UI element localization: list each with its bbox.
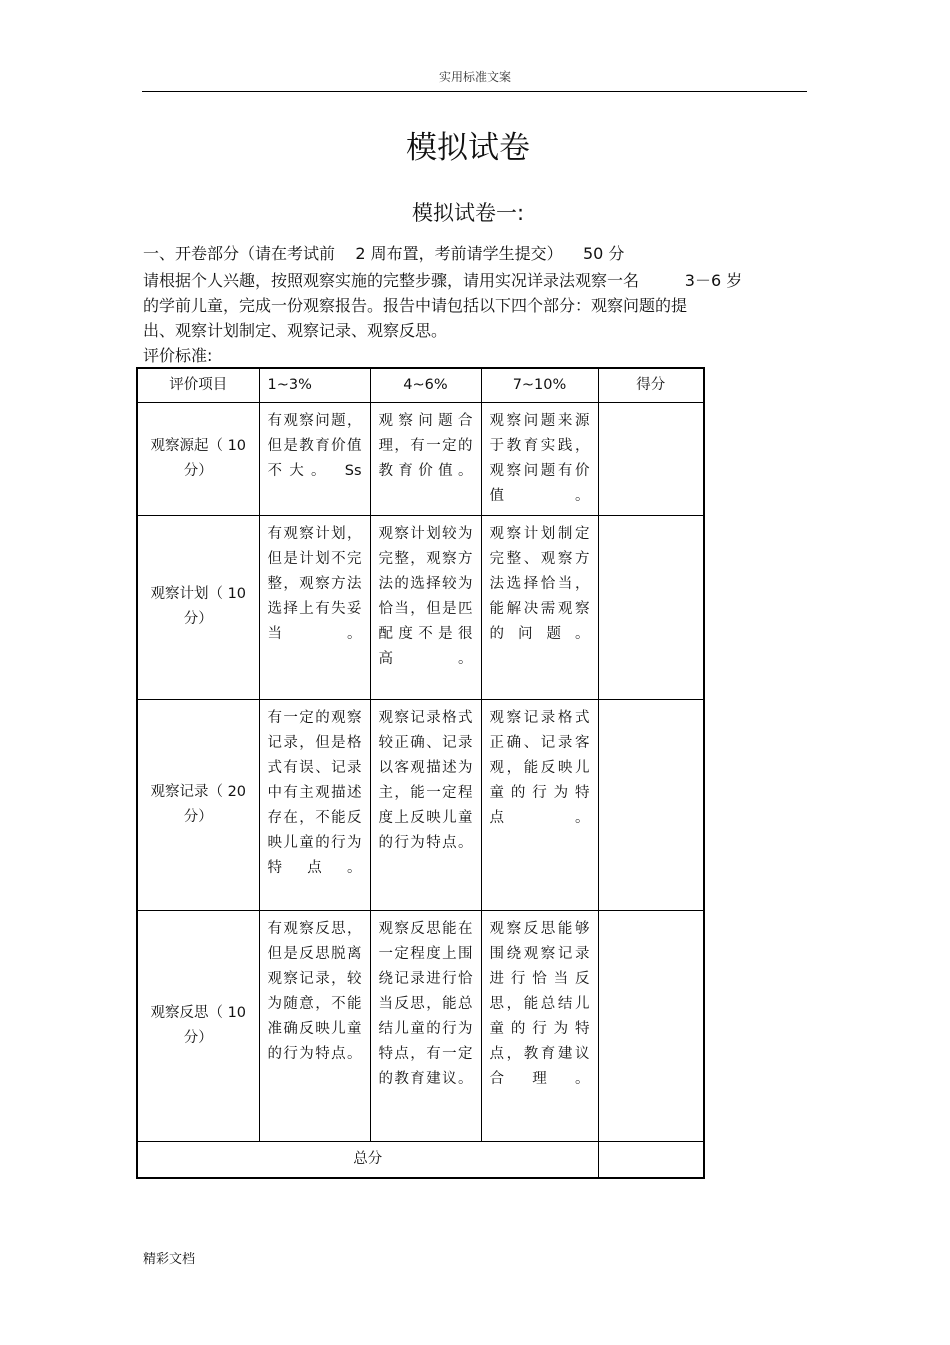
table-row <box>137 910 704 1141</box>
table-row <box>137 402 704 515</box>
total-label: 总分 <box>137 1141 598 1178</box>
score-cell[interactable] <box>598 910 704 1141</box>
criterion-name: 观察记录（ 20 分） <box>137 699 259 910</box>
criterion-level-mid: 观察反思能在一定程度上围绕记录进行恰当反思，能总结儿童的行为特点，有一定的教育建议。 <box>370 910 481 1141</box>
paragraph-line: 的学前儿童，完成一份观察报告。报告中请包括以下四个部分：观察问题的提 <box>143 296 688 315</box>
table-row <box>137 515 704 699</box>
criterion-level-low: 有观察问题，但是教育价值不大。 Ss <box>259 402 370 515</box>
paragraph-line: 出、观察计划制定、观察记录、观察反思。 <box>143 321 448 340</box>
table-total-row <box>137 1141 704 1178</box>
criterion-level-low: 有一定的观察记录，但是格式有误、记录中有主观描述存在，不能反映儿童的行为特点。 <box>259 699 370 910</box>
criterion-name: 观察反思（ 10 分） <box>137 910 259 1141</box>
grading-table <box>136 367 705 1179</box>
score-cell[interactable] <box>598 699 704 910</box>
criterion-level-mid: 观察计划较为完整，观察方法的选择较为恰当，但是匹配度不是很高。 <box>370 515 481 699</box>
score-cell[interactable] <box>598 515 704 699</box>
criterion-level-high: 观察反思能够围绕观察记录进行恰当反思，能总结儿童的行为特点，教育建议合理。 <box>481 910 598 1141</box>
criterion-level-mid: 观察问题合理，有一定的教育价值。 <box>370 402 481 515</box>
column-header: 评价项目 <box>137 368 259 402</box>
criterion-level-low: 有观察计划，但是计划不完整，观察方法选择上有失妥当。 <box>259 515 370 699</box>
column-header: 7~10% <box>481 368 598 402</box>
criterion-level-high: 观察记录格式正确、记录客观，能反映儿童的行为特点。 <box>481 699 598 910</box>
table-header-row <box>137 368 704 402</box>
column-header: 4~6% <box>370 368 481 402</box>
page-footer: 精彩文档 <box>143 1252 196 1267</box>
page-header: 实用标准文案 <box>438 70 511 84</box>
column-header: 得分 <box>598 368 704 402</box>
table-row <box>137 699 704 910</box>
total-score-cell[interactable] <box>598 1141 704 1178</box>
paragraph-line: 请根据个人兴趣，按照观察实施的完整步骤，请用实况详录法观察一名 3－6 岁 <box>143 271 743 290</box>
criterion-level-high: 观察问题来源于教育实践，观察问题有价值。 <box>481 402 598 515</box>
column-header: 1~3% <box>259 368 370 402</box>
criterion-level-low: 有观察反思，但是反思脱离观察记录，较为随意，不能准确反映儿童的行为特点。 <box>259 910 370 1141</box>
criterion-level-mid: 观察记录格式较正确、记录以客观描述为主，能一定程度上反映儿童的行为特点。 <box>370 699 481 910</box>
section-heading: 一、开卷部分（请在考试前 2 周布置，考前请学生提交） 50 分 <box>143 244 625 263</box>
criterion-level-high: 观察计划制定完整、观察方法选择恰当，能解决需观察的问题。 <box>481 515 598 699</box>
criterion-name: 观察计划（ 10 分） <box>137 515 259 699</box>
score-cell[interactable] <box>598 402 704 515</box>
criterion-name: 观察源起（ 10 分） <box>137 402 259 515</box>
header-rule <box>142 91 807 92</box>
document-title: 模拟试卷 <box>406 130 530 166</box>
criteria-label: 评价标准: <box>143 346 213 365</box>
document-subtitle: 模拟试卷一: <box>411 201 525 225</box>
